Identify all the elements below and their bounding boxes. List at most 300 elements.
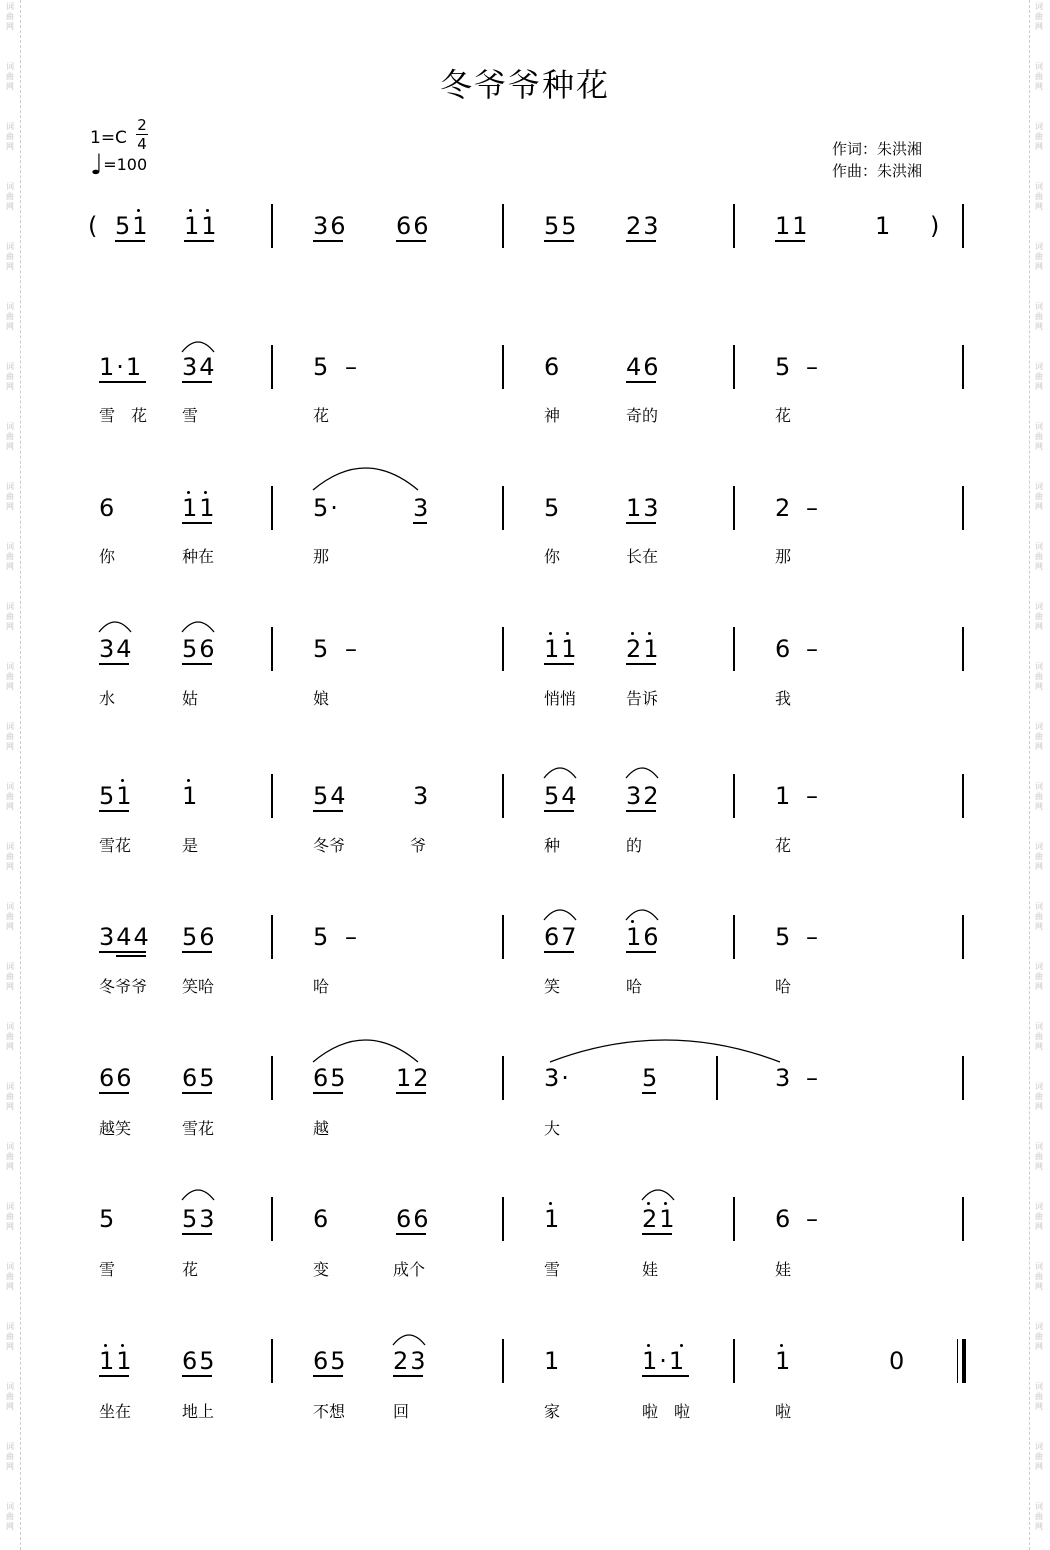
note-group: – bbox=[806, 635, 820, 663]
watermark-glyph: 曲 bbox=[1035, 12, 1043, 21]
watermark-glyph: 曲 bbox=[1035, 732, 1043, 741]
lyric-syllable: 种 bbox=[544, 836, 561, 855]
watermark-glyph: 曲 bbox=[1035, 72, 1043, 81]
watermark-glyph: 网 bbox=[6, 622, 14, 631]
watermark-glyph: 词 bbox=[6, 602, 14, 611]
watermark-glyph: 网 bbox=[1035, 1402, 1043, 1411]
composer-credit: 作曲：朱洪湘 bbox=[832, 162, 923, 180]
lyric-syllable: 哈 bbox=[775, 977, 792, 996]
slur bbox=[182, 622, 214, 632]
watermark-glyph: 网 bbox=[6, 1162, 14, 1171]
repeat-close-paren: ) bbox=[930, 212, 942, 240]
lyric-syllable: 娃 bbox=[775, 1260, 792, 1279]
note-group: 6 bbox=[775, 635, 793, 663]
watermark-glyph: 网 bbox=[6, 1282, 14, 1291]
lyric-syllable: 啦 bbox=[775, 1402, 792, 1421]
note-group: 1·1 bbox=[99, 353, 144, 381]
watermark-glyph: 曲 bbox=[1035, 312, 1043, 321]
note-group: – bbox=[806, 1205, 820, 1233]
watermark-glyph: 词 bbox=[1035, 602, 1043, 611]
watermark-glyph: 曲 bbox=[6, 252, 14, 261]
lyric-syllable: 姑 bbox=[182, 689, 199, 708]
watermark-glyph: 词 bbox=[1035, 1442, 1043, 1451]
note-group: 2 bbox=[775, 494, 793, 522]
note-group: 65 bbox=[182, 1347, 217, 1375]
watermark-glyph: 词 bbox=[1035, 962, 1043, 971]
repeat-open-paren: ( bbox=[88, 212, 100, 240]
watermark-glyph: 网 bbox=[1035, 1102, 1043, 1111]
watermark-glyph: 网 bbox=[1035, 982, 1043, 991]
watermark-glyph: 曲 bbox=[6, 492, 14, 501]
lyric-syllable: 笑 bbox=[544, 977, 561, 996]
lyric-syllable: 你 bbox=[99, 547, 116, 566]
note-group: 55 bbox=[544, 212, 579, 240]
watermark-glyph: 词 bbox=[1035, 122, 1043, 131]
watermark-glyph: 曲 bbox=[6, 852, 14, 861]
watermark-glyph: 曲 bbox=[1035, 852, 1043, 861]
note-group: 16 bbox=[626, 923, 661, 951]
watermark-glyph: 曲 bbox=[1035, 1272, 1043, 1281]
note-group: 3 bbox=[413, 494, 431, 522]
note-group: 11 bbox=[99, 1347, 134, 1375]
watermark-glyph: 词 bbox=[6, 542, 14, 551]
lyric-syllable: 花 bbox=[775, 836, 792, 855]
watermark-glyph: 词 bbox=[6, 1442, 14, 1451]
note-group: 1 bbox=[775, 782, 793, 810]
lyricist-credit: 作词：朱洪湘 bbox=[832, 140, 923, 158]
note-group: 5 bbox=[544, 494, 562, 522]
watermark-glyph: 词 bbox=[6, 962, 14, 971]
watermark-glyph: 词 bbox=[1035, 242, 1043, 251]
lyric-syllable: 悄悄 bbox=[544, 689, 577, 708]
lyric-syllable: 地上 bbox=[182, 1402, 215, 1421]
note-group: 5 bbox=[313, 635, 331, 663]
watermark-glyph: 词 bbox=[1035, 422, 1043, 431]
note-group: 1 bbox=[875, 212, 893, 240]
note-group: 21 bbox=[626, 635, 661, 663]
note-group: 36 bbox=[313, 212, 348, 240]
lyric-syllable: 变 bbox=[313, 1260, 330, 1279]
slur bbox=[393, 1335, 425, 1345]
watermark-glyph: 网 bbox=[1035, 262, 1043, 271]
watermark-glyph: 词 bbox=[6, 302, 14, 311]
watermark-glyph: 网 bbox=[6, 802, 14, 811]
note-group: 66 bbox=[99, 1064, 134, 1092]
lyric-syllable: 不想 bbox=[313, 1402, 346, 1421]
watermark-glyph: 词 bbox=[1035, 2, 1043, 11]
watermark-glyph: 词 bbox=[1035, 1202, 1043, 1211]
note-group: 1 bbox=[182, 782, 200, 810]
watermark-glyph: 曲 bbox=[1035, 372, 1043, 381]
watermark-glyph: 词 bbox=[6, 422, 14, 431]
slur bbox=[626, 768, 658, 778]
watermark-glyph: 曲 bbox=[1035, 1152, 1043, 1161]
watermark-glyph: 曲 bbox=[1035, 1452, 1043, 1461]
note-group: 11 bbox=[182, 494, 217, 522]
lyric-syllable: 水 bbox=[99, 689, 116, 708]
watermark-glyph: 网 bbox=[6, 1222, 14, 1231]
note-group: 65 bbox=[313, 1347, 348, 1375]
watermark-glyph: 曲 bbox=[6, 1092, 14, 1101]
watermark-glyph: 网 bbox=[6, 562, 14, 571]
watermark-glyph: 词 bbox=[1035, 722, 1043, 731]
watermark-glyph: 网 bbox=[1035, 1462, 1043, 1471]
note-group: – bbox=[806, 782, 820, 810]
watermark-glyph: 网 bbox=[6, 262, 14, 271]
note-group: 66 bbox=[396, 1205, 431, 1233]
watermark-glyph: 网 bbox=[6, 1522, 14, 1531]
note-group: 11 bbox=[184, 212, 219, 240]
note-group: 0 bbox=[889, 1347, 907, 1375]
lyric-syllable: 成个 bbox=[393, 1260, 426, 1279]
watermark-glyph: 词 bbox=[1035, 1382, 1043, 1391]
lyric-syllable: 神 bbox=[544, 406, 561, 425]
watermark-glyph: 网 bbox=[1035, 1522, 1043, 1531]
watermark-glyph: 词 bbox=[1035, 362, 1043, 371]
watermark-glyph: 曲 bbox=[1035, 1512, 1043, 1521]
lyric-syllable: 坐在 bbox=[99, 1402, 132, 1421]
note-group: 65 bbox=[182, 1064, 217, 1092]
note-group: 11 bbox=[775, 212, 810, 240]
watermark-glyph: 曲 bbox=[1035, 612, 1043, 621]
lyric-syllable: 你 bbox=[544, 547, 561, 566]
watermark-glyph: 词 bbox=[1035, 1502, 1043, 1511]
note-group: 5 bbox=[775, 353, 793, 381]
watermark-glyph: 网 bbox=[1035, 1042, 1043, 1051]
lyric-syllable: 花 bbox=[182, 1260, 199, 1279]
note-group: 34 bbox=[99, 635, 134, 663]
lyric-syllable: 雪 bbox=[544, 1260, 561, 1279]
note-group: 66 bbox=[396, 212, 431, 240]
quarter-note-icon: ♩ bbox=[90, 148, 104, 181]
note-group: 5 bbox=[99, 1205, 117, 1233]
note-group: – bbox=[345, 923, 359, 951]
watermark-glyph: 网 bbox=[1035, 142, 1043, 151]
watermark-glyph: 网 bbox=[1035, 742, 1043, 751]
lyric-syllable: 花 bbox=[775, 406, 792, 425]
watermark-glyph: 词 bbox=[6, 902, 14, 911]
lyric-syllable: 哈 bbox=[626, 977, 643, 996]
note-group: – bbox=[806, 923, 820, 951]
lyric-syllable: 大 bbox=[544, 1119, 561, 1138]
note-group: 32 bbox=[626, 782, 661, 810]
note-group: 5 bbox=[775, 923, 793, 951]
watermark-glyph: 词 bbox=[6, 1142, 14, 1151]
note-group: 65 bbox=[313, 1064, 348, 1092]
watermark-glyph: 曲 bbox=[1035, 432, 1043, 441]
watermark-glyph: 网 bbox=[6, 22, 14, 31]
note-group: 51 bbox=[99, 782, 134, 810]
watermark-glyph: 网 bbox=[6, 322, 14, 331]
slur bbox=[544, 768, 576, 778]
note-group: 53 bbox=[182, 1205, 217, 1233]
watermark-glyph: 网 bbox=[1035, 1222, 1043, 1231]
watermark-glyph: 网 bbox=[6, 982, 14, 991]
watermark-glyph: 曲 bbox=[6, 1272, 14, 1281]
lyric-syllable: 爷 bbox=[410, 836, 427, 855]
note-group: 5 bbox=[642, 1064, 660, 1092]
note-group: 67 bbox=[544, 923, 579, 951]
watermark-glyph: 网 bbox=[1035, 1162, 1043, 1171]
lyric-syllable: 回 bbox=[393, 1402, 410, 1421]
watermark-glyph: 曲 bbox=[6, 552, 14, 561]
watermark-glyph: 曲 bbox=[6, 12, 14, 21]
key-signature: 1=C bbox=[90, 128, 127, 148]
watermark-glyph: 曲 bbox=[6, 972, 14, 981]
watermark-glyph: 网 bbox=[6, 382, 14, 391]
watermark-glyph: 词 bbox=[1035, 302, 1043, 311]
watermark-glyph: 网 bbox=[6, 442, 14, 451]
watermark-glyph: 曲 bbox=[6, 732, 14, 741]
lyric-syllable: 越 bbox=[313, 1119, 330, 1138]
watermark-glyph: 词 bbox=[1035, 182, 1043, 191]
watermark-glyph: 曲 bbox=[1035, 1332, 1043, 1341]
lyric-syllable: 哈 bbox=[313, 977, 330, 996]
watermark-glyph: 网 bbox=[6, 502, 14, 511]
watermark-glyph: 曲 bbox=[1035, 672, 1043, 681]
watermark-glyph: 词 bbox=[1035, 1022, 1043, 1031]
watermark-glyph: 网 bbox=[1035, 862, 1043, 871]
note-group: 5 bbox=[313, 353, 331, 381]
watermark-glyph: 词 bbox=[1035, 782, 1043, 791]
note-group: 1 bbox=[544, 1347, 562, 1375]
watermark-glyph: 网 bbox=[6, 1402, 14, 1411]
watermark-glyph: 曲 bbox=[1035, 792, 1043, 801]
lyric-syllable: 笑哈 bbox=[182, 977, 215, 996]
note-group: 13 bbox=[626, 494, 661, 522]
watermark-glyph: 词 bbox=[6, 1262, 14, 1271]
watermark-glyph: 网 bbox=[6, 682, 14, 691]
watermark-glyph: 词 bbox=[1035, 1322, 1043, 1331]
note-group: 3· bbox=[544, 1064, 571, 1092]
slur bbox=[642, 1190, 674, 1200]
watermark-glyph: 词 bbox=[1035, 662, 1043, 671]
watermark-glyph: 网 bbox=[1035, 502, 1043, 511]
watermark-glyph: 曲 bbox=[6, 1332, 14, 1341]
note-group: 3 bbox=[775, 1064, 793, 1092]
watermark-glyph: 词 bbox=[6, 1382, 14, 1391]
slur bbox=[550, 1040, 780, 1062]
note-group: 3 bbox=[413, 782, 431, 810]
note-group: 5 bbox=[313, 923, 331, 951]
watermark-glyph: 网 bbox=[1035, 202, 1043, 211]
watermark-glyph: 曲 bbox=[1035, 552, 1043, 561]
watermark-glyph: 曲 bbox=[1035, 1092, 1043, 1101]
note-group: 54 bbox=[544, 782, 579, 810]
watermark-glyph: 词 bbox=[1035, 1262, 1043, 1271]
watermark-glyph: 网 bbox=[6, 862, 14, 871]
watermark-glyph: 词 bbox=[6, 242, 14, 251]
note-group: 11 bbox=[544, 635, 579, 663]
watermark-glyph: 曲 bbox=[6, 132, 14, 141]
watermark-glyph: 曲 bbox=[1035, 1212, 1043, 1221]
slur bbox=[313, 1040, 418, 1062]
watermark-glyph: 网 bbox=[6, 1042, 14, 1051]
watermark-glyph: 网 bbox=[1035, 442, 1043, 451]
watermark-glyph: 网 bbox=[6, 202, 14, 211]
watermark-glyph: 网 bbox=[1035, 922, 1043, 931]
watermark-glyph: 曲 bbox=[6, 312, 14, 321]
lyric-syllable: 冬爷 bbox=[313, 836, 346, 855]
time-signature-top: 2 bbox=[137, 116, 147, 134]
lyric-syllable: 长在 bbox=[626, 547, 659, 566]
watermark-glyph: 曲 bbox=[6, 1512, 14, 1521]
watermark-glyph: 词 bbox=[6, 62, 14, 71]
watermark-glyph: 网 bbox=[1035, 82, 1043, 91]
watermark-glyph: 曲 bbox=[1035, 1032, 1043, 1041]
watermark-glyph: 词 bbox=[6, 182, 14, 191]
note-group: 6 bbox=[99, 494, 117, 522]
watermark-glyph: 网 bbox=[1035, 22, 1043, 31]
watermark-glyph: 曲 bbox=[1035, 132, 1043, 141]
note-group: – bbox=[345, 635, 359, 663]
watermark-glyph: 词 bbox=[1035, 62, 1043, 71]
note-group: – bbox=[345, 353, 359, 381]
time-signature-bottom: 4 bbox=[137, 135, 147, 153]
lyric-syllable: 花 bbox=[313, 406, 330, 425]
watermark-glyph: 曲 bbox=[1035, 492, 1043, 501]
lyric-syllable: 雪 bbox=[99, 1260, 116, 1279]
watermark-glyph: 网 bbox=[1035, 562, 1043, 571]
slur bbox=[182, 342, 214, 352]
lyric-syllable: 啦 啦 bbox=[642, 1402, 691, 1421]
note-group: 34 bbox=[182, 353, 217, 381]
watermark-glyph: 曲 bbox=[6, 432, 14, 441]
note-group: 6 bbox=[775, 1205, 793, 1233]
watermark-glyph: 词 bbox=[6, 2, 14, 11]
watermark-glyph: 曲 bbox=[1035, 972, 1043, 981]
slur bbox=[626, 910, 658, 920]
watermark-glyph: 网 bbox=[1035, 682, 1043, 691]
watermark-glyph: 曲 bbox=[6, 1032, 14, 1041]
note-group: 344 bbox=[99, 923, 151, 951]
lyric-syllable: 雪 bbox=[182, 406, 199, 425]
watermark-glyph: 网 bbox=[1035, 1282, 1043, 1291]
lyric-syllable: 雪花 bbox=[99, 836, 132, 855]
tempo-value: =100 bbox=[103, 155, 148, 174]
note-group: 1 bbox=[544, 1205, 562, 1233]
song-title: 冬爷爷种花 bbox=[439, 66, 610, 104]
lyric-syllable: 告诉 bbox=[626, 689, 659, 708]
watermark-glyph: 词 bbox=[6, 662, 14, 671]
lyric-syllable: 冬爷爷 bbox=[99, 977, 148, 996]
watermark-glyph: 词 bbox=[1035, 902, 1043, 911]
watermark-glyph: 曲 bbox=[1035, 912, 1043, 921]
watermark-glyph: 网 bbox=[6, 922, 14, 931]
watermark-glyph: 词 bbox=[1035, 1082, 1043, 1091]
lyric-syllable: 越笑 bbox=[99, 1119, 132, 1138]
watermark-glyph: 词 bbox=[6, 722, 14, 731]
watermark-glyph: 词 bbox=[6, 122, 14, 131]
slur bbox=[99, 622, 131, 632]
watermark-glyph: 词 bbox=[6, 842, 14, 851]
watermark-glyph: 曲 bbox=[6, 1392, 14, 1401]
watermark-glyph: 曲 bbox=[6, 1152, 14, 1161]
watermark-glyph: 词 bbox=[1035, 542, 1043, 551]
note-group: 6 bbox=[544, 353, 562, 381]
lyric-syllable: 那 bbox=[313, 547, 330, 566]
lyric-syllable: 家 bbox=[544, 1402, 561, 1421]
watermark-glyph: 词 bbox=[6, 1082, 14, 1091]
watermark-glyph: 网 bbox=[6, 1102, 14, 1111]
note-group: 5· bbox=[313, 494, 340, 522]
watermark-glyph: 网 bbox=[6, 82, 14, 91]
lyric-syllable: 我 bbox=[775, 689, 792, 708]
note-group: – bbox=[806, 353, 820, 381]
lyric-syllable: 娘 bbox=[313, 689, 330, 708]
watermark-glyph: 词 bbox=[6, 1022, 14, 1031]
note-group: 12 bbox=[396, 1064, 431, 1092]
watermark-glyph: 网 bbox=[6, 1462, 14, 1471]
watermark-glyph: 曲 bbox=[1035, 192, 1043, 201]
lyric-syllable: 娃 bbox=[642, 1260, 659, 1279]
slur bbox=[182, 1190, 214, 1200]
watermark-glyph: 曲 bbox=[6, 192, 14, 201]
watermark-glyph: 词 bbox=[6, 782, 14, 791]
watermark-glyph: 曲 bbox=[6, 612, 14, 621]
watermark-glyph: 网 bbox=[6, 742, 14, 751]
lyric-syllable: 奇的 bbox=[626, 406, 659, 425]
note-group: 21 bbox=[642, 1205, 677, 1233]
watermark-glyph: 词 bbox=[6, 1202, 14, 1211]
watermark-glyph: 曲 bbox=[6, 1452, 14, 1461]
note-group: 56 bbox=[182, 635, 217, 663]
slur bbox=[544, 910, 576, 920]
watermark-glyph: 网 bbox=[1035, 322, 1043, 331]
watermark-glyph: 曲 bbox=[6, 72, 14, 81]
note-group: 46 bbox=[626, 353, 661, 381]
note-group: 51 bbox=[115, 212, 150, 240]
note-group: – bbox=[806, 1064, 820, 1092]
lyric-syllable: 的 bbox=[626, 836, 643, 855]
watermark-glyph: 词 bbox=[6, 482, 14, 491]
watermark-glyph: 词 bbox=[1035, 482, 1043, 491]
watermark-glyph: 网 bbox=[1035, 382, 1043, 391]
watermark-glyph: 网 bbox=[1035, 622, 1043, 631]
watermark-glyph: 曲 bbox=[6, 372, 14, 381]
lyric-syllable: 是 bbox=[182, 836, 199, 855]
watermark-glyph: 网 bbox=[1035, 1342, 1043, 1351]
note-group: 1 bbox=[775, 1347, 793, 1375]
watermark-glyph: 词 bbox=[6, 362, 14, 371]
watermark-glyph: 词 bbox=[1035, 1142, 1043, 1151]
watermark-glyph: 网 bbox=[1035, 802, 1043, 811]
lyric-syllable: 雪花 bbox=[182, 1119, 215, 1138]
watermark-glyph: 网 bbox=[6, 1342, 14, 1351]
watermark-glyph: 曲 bbox=[6, 672, 14, 681]
watermark-glyph: 网 bbox=[6, 142, 14, 151]
note-group: 23 bbox=[393, 1347, 428, 1375]
watermark-glyph: 词 bbox=[6, 1322, 14, 1331]
lyric-syllable: 那 bbox=[775, 547, 792, 566]
note-group: 1·1 bbox=[642, 1347, 687, 1375]
watermark-glyph: 词 bbox=[1035, 842, 1043, 851]
watermark-glyph: 词 bbox=[6, 1502, 14, 1511]
watermark-glyph: 曲 bbox=[6, 792, 14, 801]
note-group: 6 bbox=[313, 1205, 331, 1233]
watermark-glyph: 曲 bbox=[1035, 1392, 1043, 1401]
lyric-syllable: 雪 花 bbox=[99, 406, 148, 425]
watermark-glyph: 曲 bbox=[6, 912, 14, 921]
lyric-syllable: 种在 bbox=[182, 547, 215, 566]
note-group: – bbox=[806, 494, 820, 522]
note-group: 23 bbox=[626, 212, 661, 240]
note-group: 56 bbox=[182, 923, 217, 951]
slur bbox=[313, 468, 418, 490]
watermark-glyph: 曲 bbox=[1035, 252, 1043, 261]
note-group: 54 bbox=[313, 782, 348, 810]
watermark-glyph: 曲 bbox=[6, 1212, 14, 1221]
